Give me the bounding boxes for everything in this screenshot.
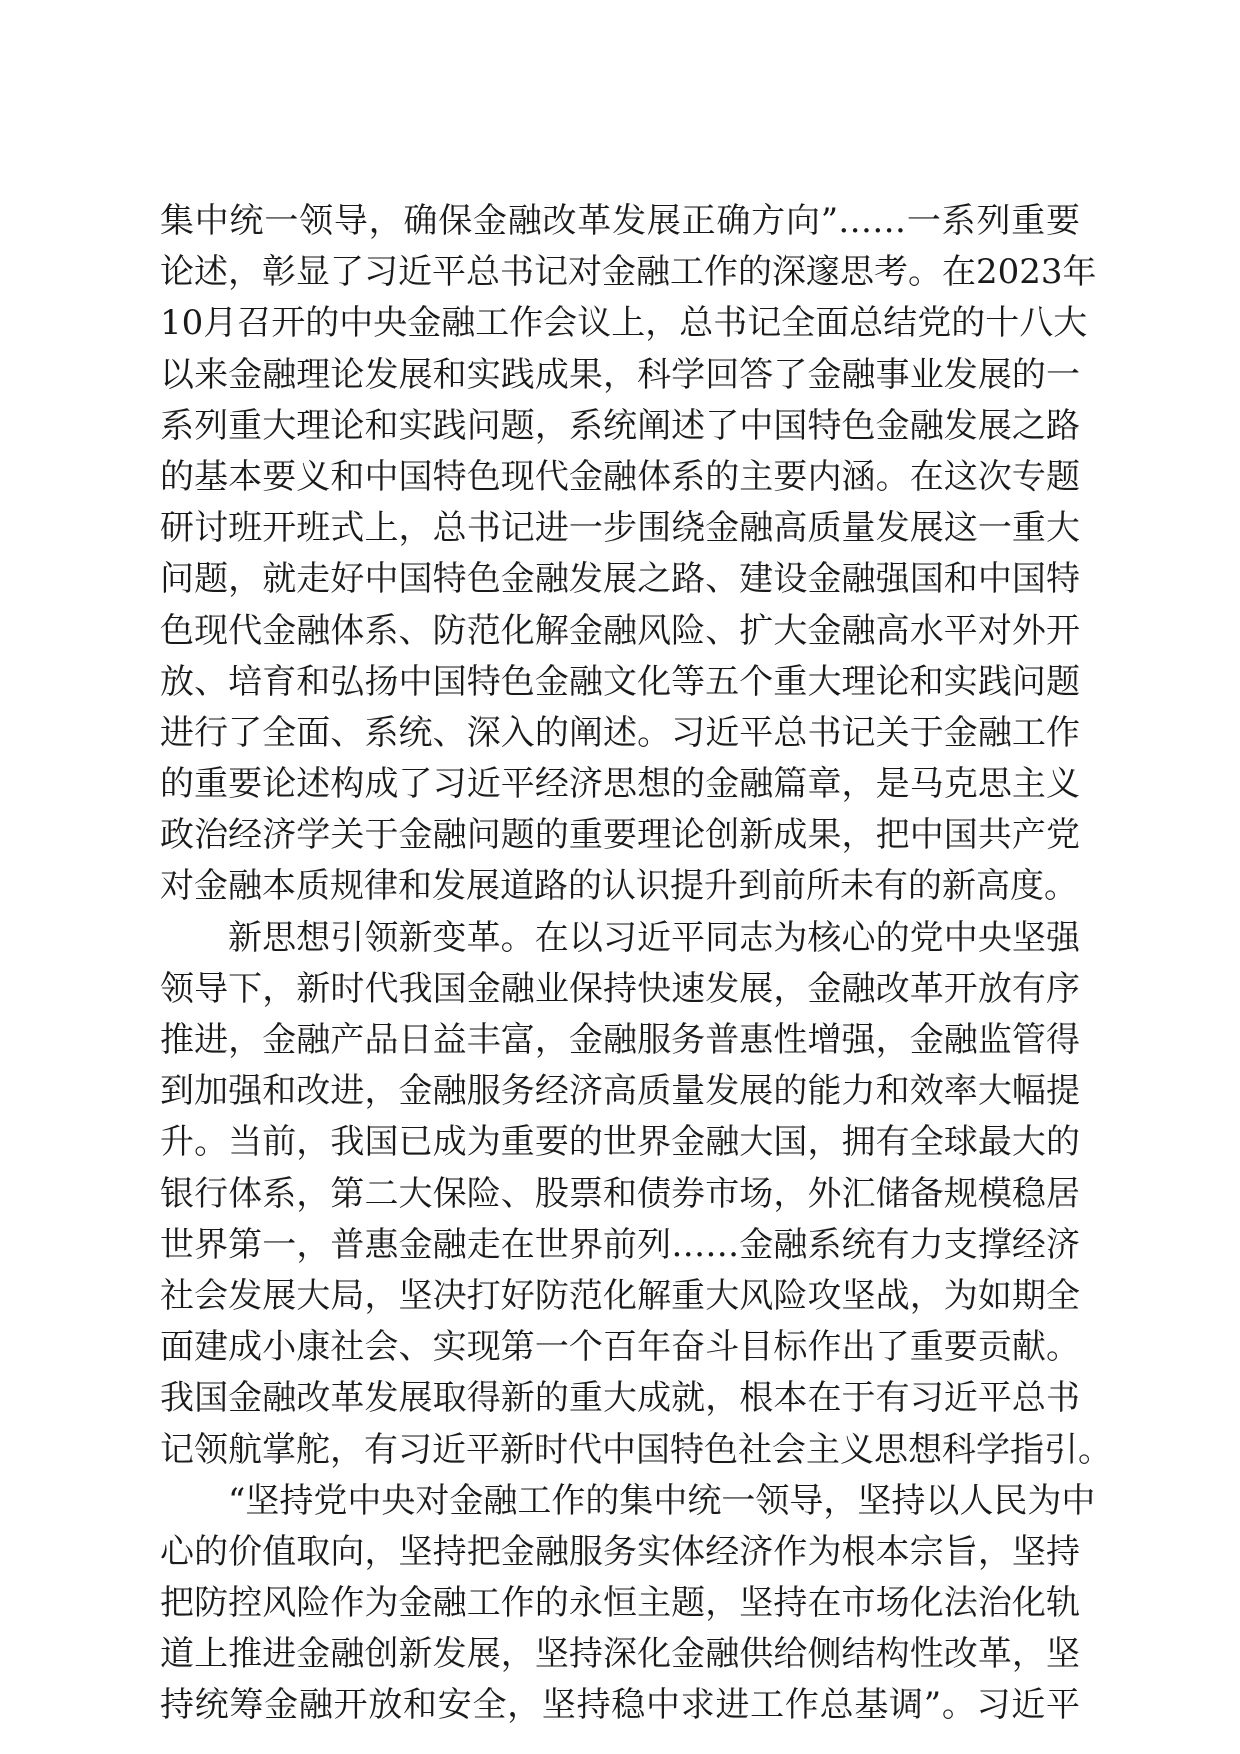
text-line: 以来金融理论发展和实践成果，科学回答了金融事业发展的一 — [160, 354, 1080, 395]
text-line: 政治经济学关于金融问题的重要理论创新成果，把中国共产党 — [160, 815, 1080, 856]
text-line: 道上推进金融创新发展，坚持深化金融供给侧结构性改革，坚 — [160, 1634, 1080, 1675]
text-line: 10月召开的中央金融工作会议上，总书记全面总结党的十八大 — [160, 303, 1088, 344]
paragraph-3 — [160, 1476, 1096, 1732]
text-line: 持统筹金融开放和安全，坚持稳中求进工作总基调”。习近平 — [160, 1685, 1080, 1726]
text-line: 社会发展大局，坚决打好防范化解重大风险攻坚战，为如期全 — [160, 1275, 1080, 1316]
text-line: “坚持党中央对金融工作的集中统一领导，坚持以人民为中 — [228, 1480, 1096, 1521]
text-line: 面建成小康社会、实现第一个百年奋斗目标作出了重要贡献。 — [160, 1327, 1080, 1368]
text-line: 升。当前，我国已成为重要的世界金融大国，拥有全球最大的 — [160, 1122, 1080, 1163]
text-line: 色现代金融体系、防范化解金融风险、扩大金融高水平对外开 — [160, 610, 1080, 651]
text-line: 的基本要义和中国特色现代金融体系的主要内涵。在这次专题 — [160, 456, 1080, 497]
article-body — [160, 196, 1112, 1732]
text-line: 论述，彰显了习近平总书记对金融工作的深邃思考。在2023年 — [160, 252, 1097, 293]
text-line: 研讨班开班式上，总书记进一步围绕金融高质量发展这一重大 — [160, 508, 1080, 549]
text-line: 推进，金融产品日益丰富，金融服务普惠性增强，金融监管得 — [160, 1020, 1080, 1060]
text-line: 记领航掌舵，有习近平新时代中国特色社会主义思想科学指引。 — [160, 1429, 1112, 1470]
text-line: 领导下，新时代我国金融业保持快速发展，金融改革开放有序 — [160, 968, 1080, 1009]
text-line: 问题，就走好中国特色金融发展之路、建设金融强国和中国特 — [160, 559, 1080, 600]
text-line: 对金融本质规律和发展道路的认识提升到前所未有的新高度。 — [160, 866, 1078, 907]
text-line: 集中统一领导，确保金融改革发展正确方向”……一系列重要 — [160, 201, 1080, 241]
paragraph-1 — [160, 196, 1097, 913]
paragraph-2 — [160, 913, 1112, 1476]
text-line: 新思想引领新变革。在以习近平同志为核心的党中央坚强 — [228, 917, 1080, 958]
text-line: 的重要论述构成了习近平经济思想的金融篇章，是马克思主义 — [160, 764, 1080, 805]
text-line: 世界第一，普惠金融走在世界前列……金融系统有力支撑经济 — [160, 1224, 1080, 1265]
text-line: 银行体系，第二大保险、股票和债券市场，外汇储备规模稳居 — [160, 1173, 1080, 1214]
text-line: 心的价值取向，坚持把金融服务实体经济作为根本宗旨，坚持 — [160, 1531, 1080, 1572]
text-line: 把防控风险作为金融工作的永恒主题，坚持在市场化法治化轨 — [160, 1583, 1080, 1624]
text-line: 进行了全面、系统、深入的阐述。习近平总书记关于金融工作 — [160, 712, 1080, 753]
text-line: 我国金融改革发展取得新的重大成就，根本在于有习近平总书 — [160, 1378, 1080, 1419]
text-line: 系列重大理论和实践问题，系统阐述了中国特色金融发展之路 — [160, 405, 1080, 446]
text-line: 到加强和改进，金融服务经济高质量发展的能力和效率大幅提 — [160, 1071, 1080, 1112]
text-line: 放、培育和弘扬中国特色金融文化等五个重大理论和实践问题 — [160, 661, 1080, 702]
